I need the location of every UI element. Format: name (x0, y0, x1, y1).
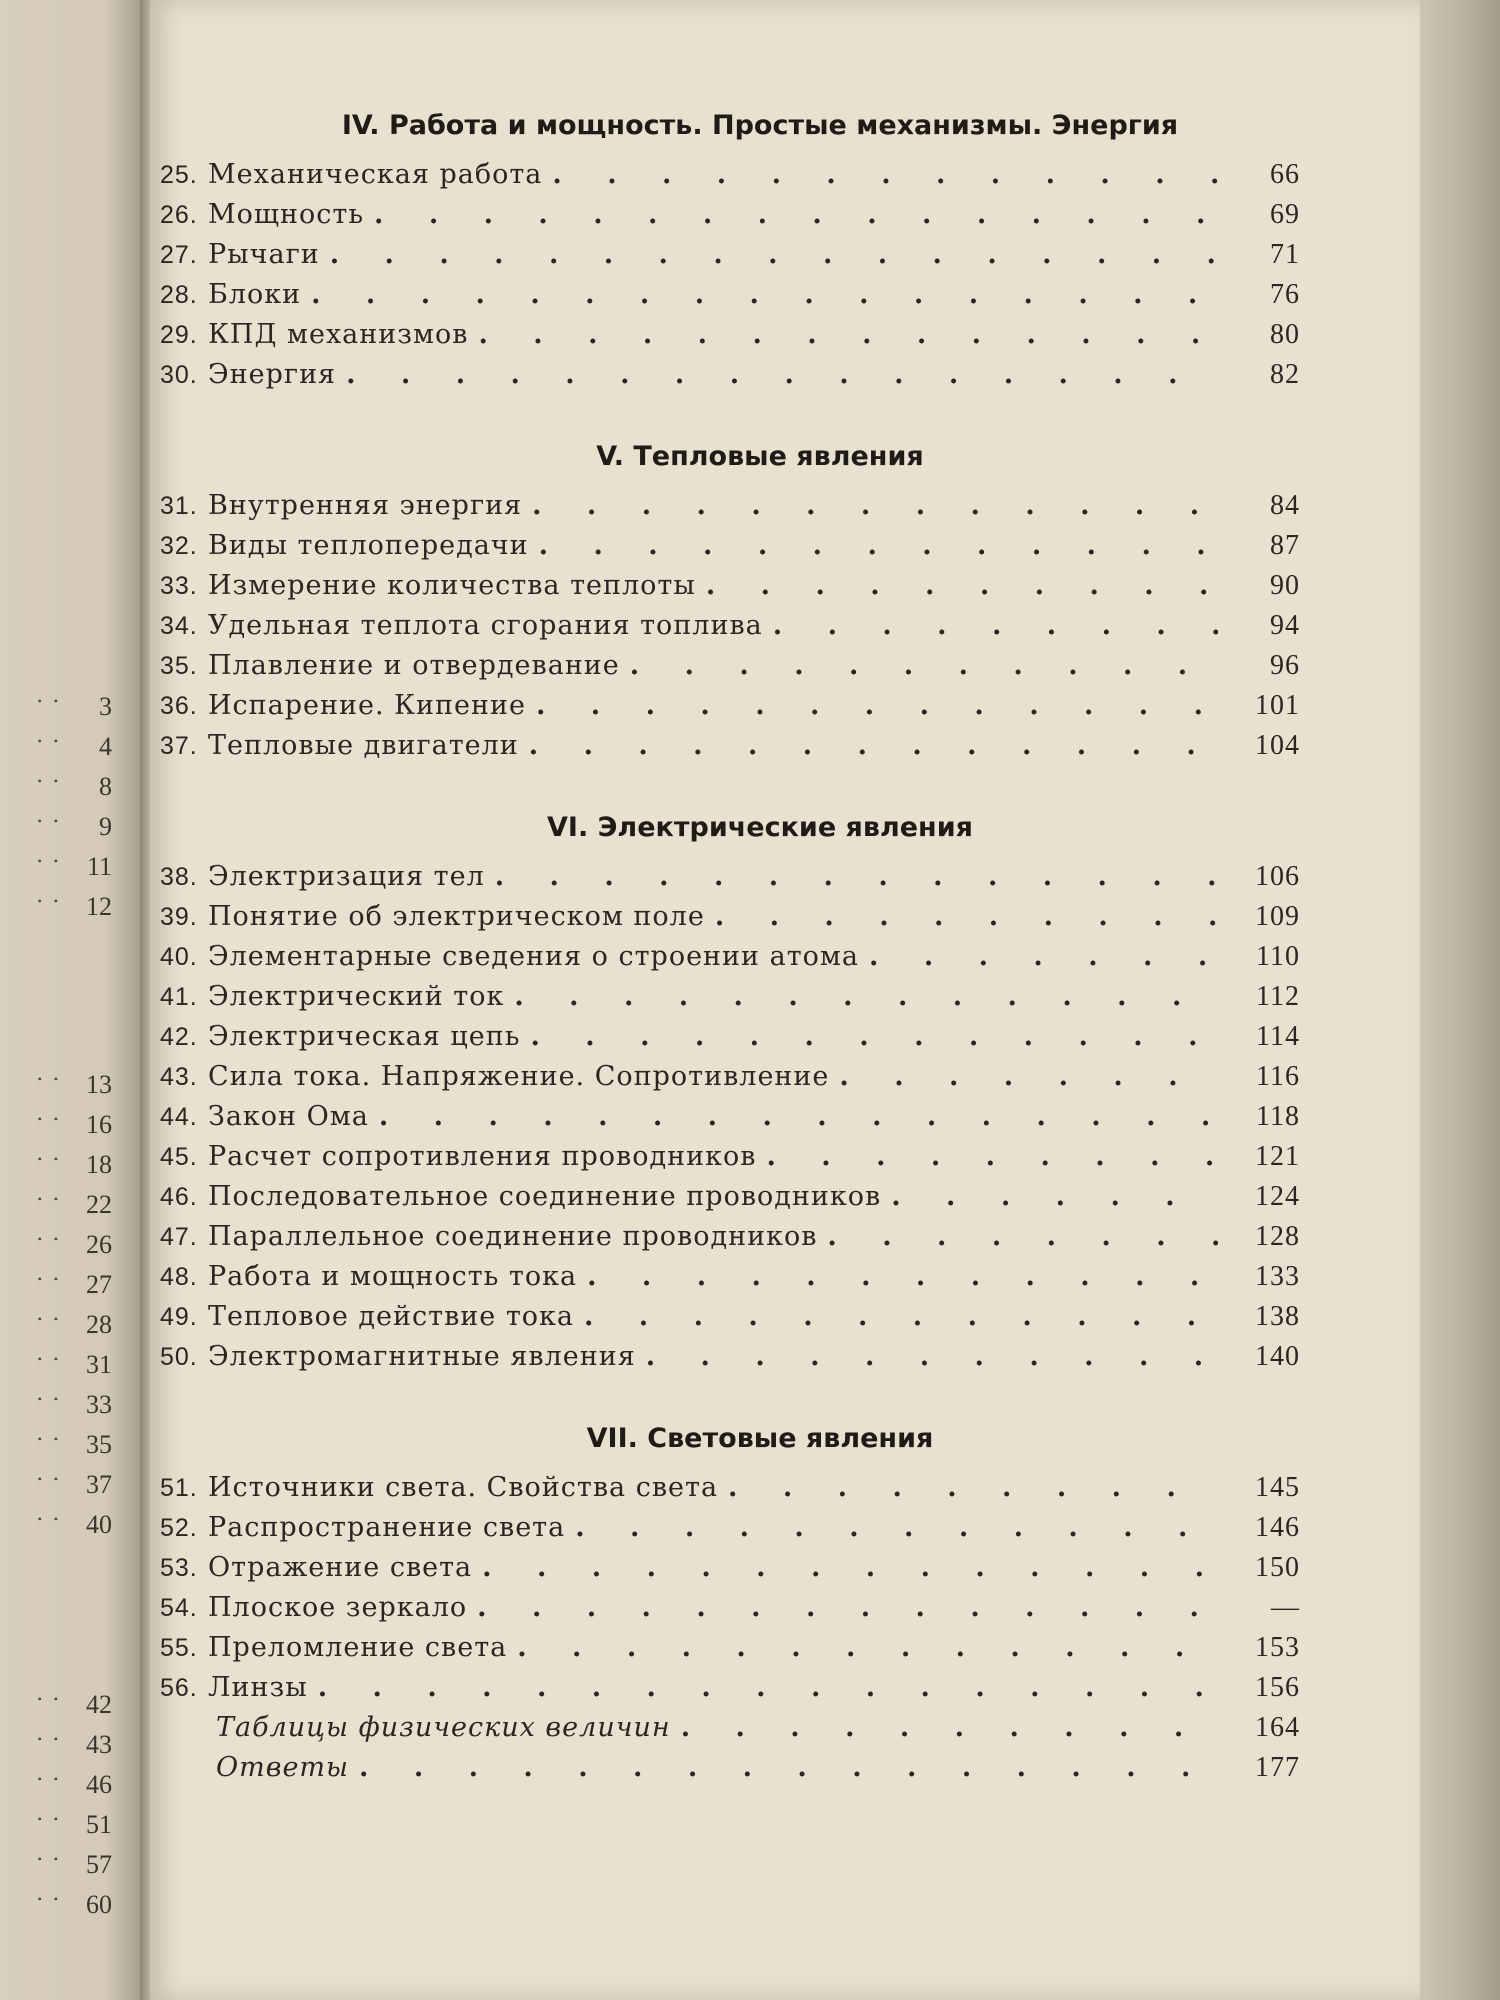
toc-entry[interactable] (160, 901, 1300, 941)
toc-section (160, 1423, 1300, 1792)
entry-page-number: 112 (1256, 981, 1300, 1012)
entry-page-number: 150 (1255, 1552, 1300, 1583)
entry-label: Источники света. Свойства света (208, 1472, 719, 1503)
table-of-contents (160, 110, 1300, 1834)
entry-label: Сила тока. Напряжение. Сопротивление (208, 1061, 830, 1092)
toc-entry[interactable] (160, 359, 1300, 399)
left-page-number: • • 22 (0, 1190, 112, 1220)
entry-label: Плавление и отвердевание (208, 650, 620, 681)
dot-leader (891, 1181, 1218, 1212)
entry-page-number: 118 (1256, 1101, 1300, 1132)
entry-number: 29. (160, 321, 198, 349)
dot-leader (715, 901, 1218, 932)
dot-leader (529, 730, 1218, 761)
entry-label: Расчет сопротивления проводников (208, 1141, 757, 1172)
dot-leader (482, 1552, 1218, 1583)
left-page-number: • • 26 (0, 1230, 112, 1260)
entry-number: 52. (160, 1514, 198, 1542)
entry-number: 50. (160, 1343, 198, 1371)
entry-label: Работа и мощность тока (208, 1261, 578, 1292)
entry-number: 39. (160, 903, 198, 931)
entry-page-number: 66 (1270, 159, 1300, 190)
entry-number: 38. (160, 863, 198, 891)
dot-leader (706, 570, 1218, 601)
toc-entry[interactable] (160, 1512, 1300, 1552)
entry-label: КПД механизмов (208, 319, 469, 350)
dot-leader (552, 159, 1218, 190)
entry-number: 37. (160, 732, 198, 760)
left-page-number: • • 51 (0, 1810, 112, 1840)
left-page-number: • • 13 (0, 1070, 112, 1100)
toc-entry[interactable] (160, 1752, 1300, 1792)
toc-entry[interactable] (160, 1061, 1300, 1101)
entry-page-number: 84 (1270, 490, 1300, 521)
entry-number: 46. (160, 1183, 198, 1211)
entry-page-number: 116 (1256, 1061, 1300, 1092)
entry-page-number: 145 (1255, 1472, 1300, 1503)
entry-label: Понятие об электрическом поле (208, 901, 705, 932)
entry-label: Электризация тел (208, 861, 485, 892)
entry-label: Отражение света (208, 1552, 473, 1583)
toc-entry[interactable] (160, 1181, 1300, 1221)
left-page-number: • • 43 (0, 1730, 112, 1760)
left-page-number: • • 46 (0, 1770, 112, 1800)
entry-page-number: 90 (1270, 570, 1300, 601)
left-page-number: • • 18 (0, 1150, 112, 1180)
left-page-number: • • 60 (0, 1890, 112, 1920)
entry-page-number: 121 (1255, 1141, 1300, 1172)
toc-entry[interactable] (160, 279, 1300, 319)
entry-page-number: 177 (1255, 1752, 1300, 1783)
entry-number: 26. (160, 201, 198, 229)
entry-page-number: 156 (1255, 1672, 1300, 1703)
entry-page-number: 76 (1270, 279, 1300, 310)
dot-leader (646, 1341, 1218, 1372)
left-page-numbers (0, 0, 150, 2000)
entry-number: 54. (160, 1594, 198, 1622)
entry-label: Механическая работа (208, 159, 543, 190)
entry-label: Последовательное соединение проводников (208, 1181, 882, 1212)
dot-leader (766, 1141, 1218, 1172)
toc-section (160, 110, 1300, 399)
entry-number: 42. (160, 1023, 198, 1051)
entry-number: 40. (160, 943, 198, 971)
left-page-number: • • 35 (0, 1430, 112, 1460)
left-page-number: • • 31 (0, 1350, 112, 1380)
toc-section (160, 441, 1300, 770)
toc-entry[interactable] (160, 981, 1300, 1021)
entry-number: 25. (160, 161, 198, 189)
entry-page-number: 138 (1255, 1301, 1300, 1332)
entry-page-number: 128 (1255, 1221, 1300, 1252)
entry-label: Тепловое действие тока (208, 1301, 574, 1332)
entry-label: Измерение количества теплоты (208, 570, 696, 601)
dot-leader (530, 1021, 1218, 1052)
entry-label: Электрическая цепь (208, 1021, 521, 1052)
left-page-number: • • 3 (0, 692, 112, 722)
section-title: IV. Работа и мощность. Простые механизмы. Энергия (341, 110, 1179, 141)
toc-entry[interactable] (160, 530, 1300, 570)
section-title: V. Тепловые явления (596, 441, 924, 472)
entry-number: 56. (160, 1674, 198, 1702)
dot-leader (514, 981, 1218, 1012)
entry-number: 32. (160, 532, 198, 560)
left-page-number: • • 8 (0, 772, 112, 802)
entry-page-number: — (1271, 1592, 1300, 1623)
entry-label: Мощность (208, 199, 365, 230)
left-page-number: • • 42 (0, 1690, 112, 1720)
toc-entry[interactable] (160, 730, 1300, 770)
dot-leader (532, 490, 1218, 521)
entry-number: 43. (160, 1063, 198, 1091)
toc-entry[interactable] (160, 610, 1300, 650)
toc-entry[interactable] (160, 1221, 1300, 1261)
entry-page-number: 153 (1255, 1632, 1300, 1663)
entry-page-number: 80 (1270, 319, 1300, 350)
section-title: VI. Электрические явления (547, 812, 973, 843)
toc-section (160, 812, 1300, 1381)
entry-label: Электромагнитные явления (208, 1341, 636, 1372)
entry-number: 33. (160, 572, 198, 600)
toc-entry[interactable] (160, 1021, 1300, 1061)
entry-page-number: 94 (1270, 610, 1300, 641)
entry-label: Закон Ома (208, 1101, 369, 1132)
dot-leader (359, 1752, 1218, 1783)
dot-leader (330, 239, 1218, 270)
entry-number: 28. (160, 281, 198, 309)
dot-leader (374, 199, 1218, 230)
entry-page-number: 101 (1255, 690, 1300, 721)
dot-leader (575, 1512, 1218, 1543)
toc-entry[interactable] (160, 861, 1300, 901)
toc-entry[interactable] (160, 239, 1300, 279)
dot-leader (869, 941, 1218, 972)
entry-page-number: 109 (1255, 901, 1300, 932)
entry-label: Электрический ток (208, 981, 505, 1012)
toc-entry[interactable] (160, 490, 1300, 530)
entry-page-number: 164 (1255, 1712, 1300, 1743)
dot-leader (477, 1592, 1218, 1623)
dot-leader (379, 1101, 1218, 1132)
dot-leader (495, 861, 1218, 892)
entry-label: Преломление света (208, 1632, 508, 1663)
dot-leader (478, 319, 1218, 350)
entry-page-number: 106 (1255, 861, 1300, 892)
toc-entry[interactable] (160, 1632, 1300, 1672)
dot-leader (839, 1061, 1218, 1092)
dot-leader (630, 650, 1218, 681)
entry-number: 48. (160, 1263, 198, 1291)
entry-label: Ответы (216, 1752, 350, 1783)
entry-page-number: 110 (1256, 941, 1300, 972)
entry-number: 34. (160, 612, 198, 640)
toc-entry[interactable] (160, 1141, 1300, 1181)
left-page-number: • • 40 (0, 1510, 112, 1540)
toc-entry[interactable] (160, 1261, 1300, 1301)
dot-leader (681, 1712, 1218, 1743)
toc-entry[interactable] (160, 199, 1300, 239)
entry-page-number: 104 (1255, 730, 1300, 761)
dot-leader (539, 530, 1218, 561)
toc-entry[interactable] (160, 1592, 1300, 1632)
entry-label: Линзы (208, 1672, 308, 1703)
toc-entry[interactable] (160, 1672, 1300, 1712)
entry-number: 30. (160, 361, 198, 389)
entry-page-number: 82 (1270, 359, 1300, 390)
page-edge (1420, 0, 1500, 2000)
entry-page-number: 133 (1255, 1261, 1300, 1292)
left-page-number: • • 12 (0, 892, 112, 922)
toc-entry[interactable] (160, 650, 1300, 690)
entry-page-number: 96 (1270, 650, 1300, 681)
entry-label: Внутренняя энергия (208, 490, 523, 521)
entry-page-number: 124 (1255, 1181, 1300, 1212)
entry-number: 41. (160, 983, 198, 1011)
entry-number: 55. (160, 1634, 198, 1662)
entry-number: 31. (160, 492, 198, 520)
left-page-number: • • 4 (0, 732, 112, 762)
entry-number: 45. (160, 1143, 198, 1171)
entry-label: Таблицы физических величин (216, 1712, 671, 1743)
left-page-number: • • 27 (0, 1270, 112, 1300)
entry-number: 53. (160, 1554, 198, 1582)
toc-entry[interactable] (160, 1472, 1300, 1512)
entry-number: 49. (160, 1303, 198, 1331)
toc-entry[interactable] (160, 1101, 1300, 1141)
entry-label: Плоское зеркало (208, 1592, 468, 1623)
dot-leader (318, 1672, 1218, 1703)
toc-entry[interactable] (160, 570, 1300, 610)
toc-entry[interactable] (160, 1341, 1300, 1381)
toc-entry[interactable] (160, 1712, 1300, 1752)
left-page-number: • • 16 (0, 1110, 112, 1140)
toc-entry[interactable] (160, 941, 1300, 981)
entry-label: Элементарные сведения о строении атома (208, 941, 860, 972)
dot-leader (773, 610, 1218, 641)
dot-leader (587, 1261, 1218, 1292)
dot-leader (311, 279, 1218, 310)
dot-leader (827, 1221, 1218, 1252)
left-page-number: • • 11 (0, 852, 112, 882)
dot-leader (517, 1632, 1218, 1663)
entry-page-number: 87 (1270, 530, 1300, 561)
entry-label: Рычаги (208, 239, 320, 270)
entry-page-number: 140 (1255, 1341, 1300, 1372)
entry-label: Распространение света (208, 1512, 566, 1543)
left-page-number: • • 37 (0, 1470, 112, 1500)
toc-entry[interactable] (160, 159, 1300, 199)
section-title: VII. Световые явления (586, 1423, 934, 1454)
entry-label: Испарение. Кипение (208, 690, 526, 721)
entry-label: Тепловые двигатели (208, 730, 519, 761)
left-page-number: • • 57 (0, 1850, 112, 1880)
entry-page-number: 71 (1270, 239, 1300, 270)
left-page-number: • • 28 (0, 1310, 112, 1340)
dot-leader (728, 1472, 1218, 1503)
entry-label: Удельная теплота сгорания топлива (208, 610, 763, 641)
dot-leader (346, 359, 1218, 390)
entry-label: Параллельное соединение проводников (208, 1221, 818, 1252)
dot-leader (584, 1301, 1218, 1332)
left-page-number: • • 9 (0, 812, 112, 842)
toc-entry[interactable] (160, 319, 1300, 359)
entry-number: 27. (160, 241, 198, 269)
entry-page-number: 69 (1270, 199, 1300, 230)
toc-entry[interactable] (160, 1301, 1300, 1341)
left-page-number: • • 33 (0, 1390, 112, 1420)
toc-entry[interactable] (160, 690, 1300, 730)
entry-page-number: 146 (1255, 1512, 1300, 1543)
entry-label: Энергия (208, 359, 337, 390)
toc-entry[interactable] (160, 1552, 1300, 1592)
entry-label: Виды теплопередачи (208, 530, 529, 561)
entry-number: 35. (160, 652, 198, 680)
entry-page-number: 114 (1256, 1021, 1300, 1052)
entry-number: 44. (160, 1103, 198, 1131)
entry-number: 36. (160, 692, 198, 720)
dot-leader (536, 690, 1218, 721)
entry-number: 47. (160, 1223, 198, 1251)
entry-number: 51. (160, 1474, 198, 1502)
entry-label: Блоки (208, 279, 302, 310)
